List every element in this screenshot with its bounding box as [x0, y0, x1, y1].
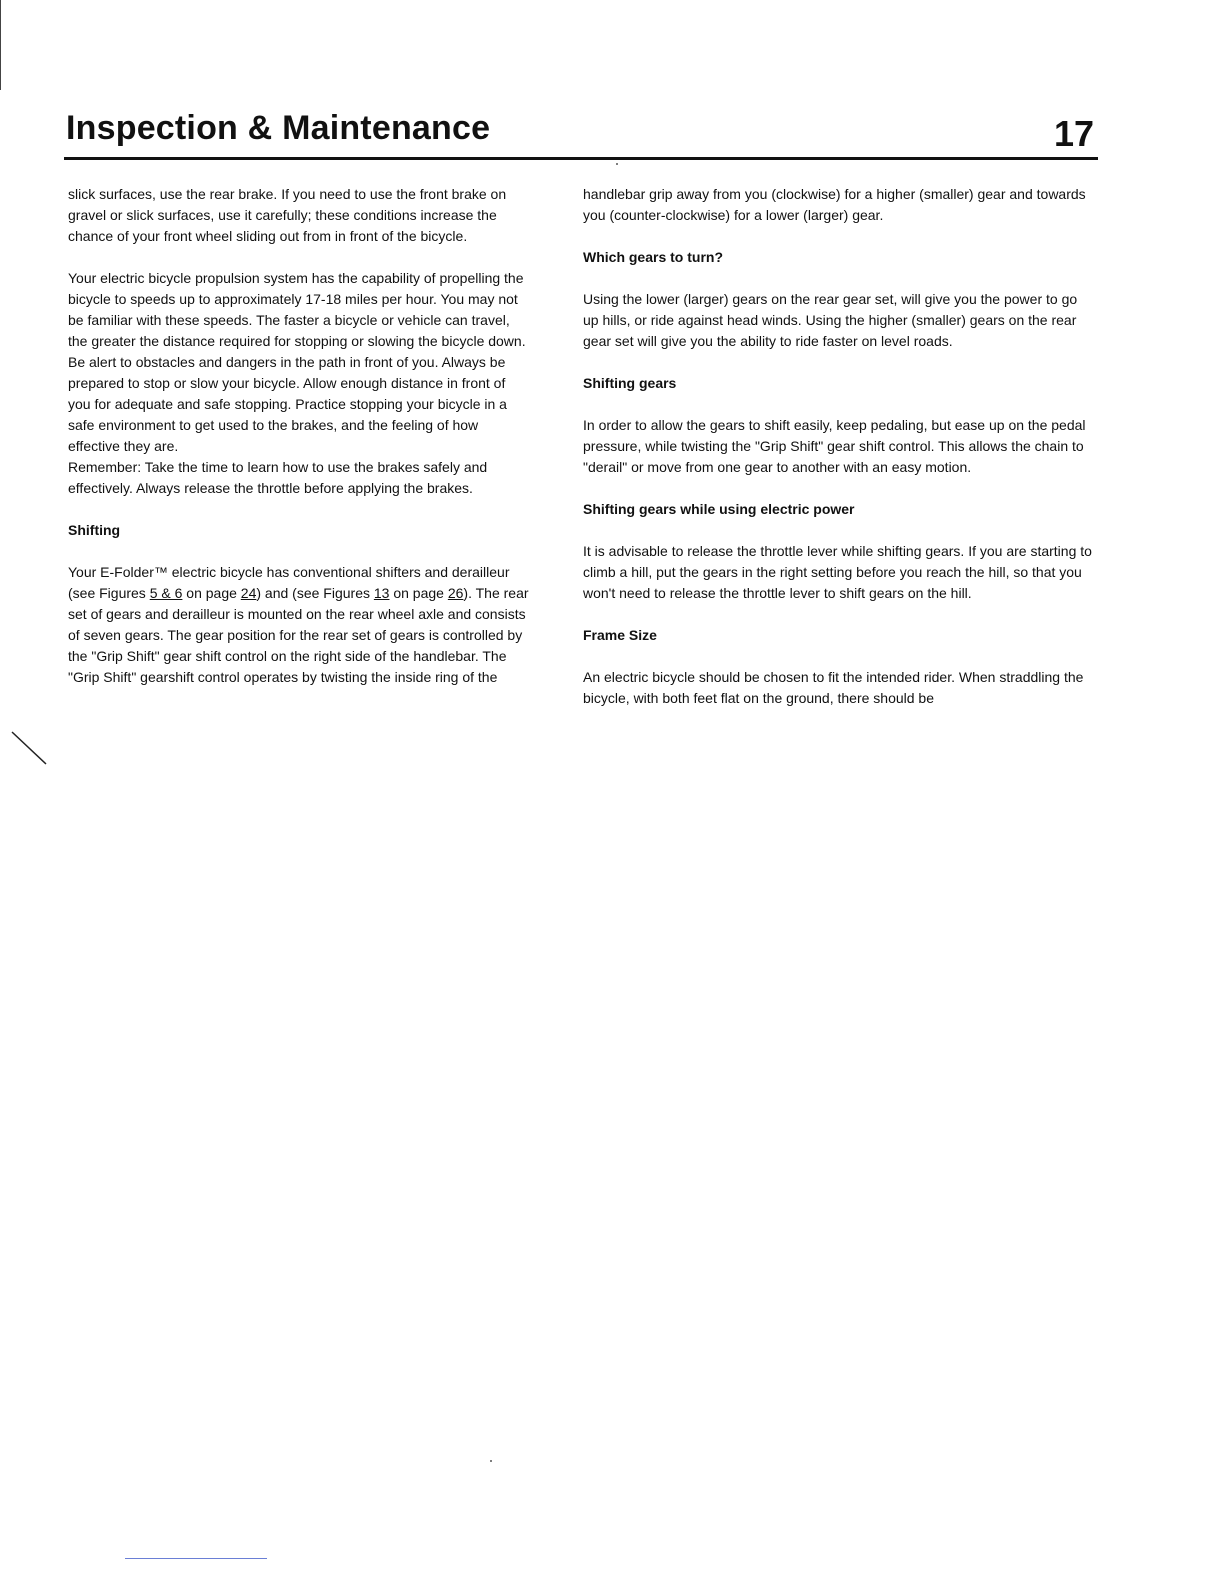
footer-rule	[125, 1558, 267, 1559]
shifting-text-e: ). The rear set of gears and derailleur is mounted on the rear wheel axle and consists of seven gears. The gear position for the rear set of gears is controlled by the "Grip Shift" gear shift control on the right side of the handlebar. The "Grip Shift" gearshift control operates by twisting the inside ring of the	[68, 585, 529, 685]
paragraph-remember-brakes: Remember: Take the time to learn how to use the brakes safely and effectively. Always release the throttle before applying the brakes.	[68, 459, 488, 496]
paragraph-throttle-shifting: It is advisable to release the throttle lever while shifting gears. If you are starting to climb a hill, put the gears in the right setting before you reach the hill, so that you won't need to release the throttle lever to shift gears on the hill.	[583, 543, 1092, 601]
shifting-text-b: on page	[182, 585, 241, 601]
header-rule	[64, 157, 1098, 160]
left-column	[68, 184, 530, 709]
paragraph-propulsion-speed: Your electric bicycle propulsion system has the capability of propelling the bicycle to speeds up to approximately 17-18 miles per hour. You may not be familiar with these speeds. The faster a bicycle or vehicle can travel, the greater the distance required for stopping or slowing the bicycle down. Be alert to obstacles and dangers in the path in front of you. Always be prepared to stop or slow your bicycle. Allow enough distance in front of you for adequate and safe stopping. Practice stopping your bicycle in a safe environment to get used to the brakes, and the feeling of how effective they are.	[68, 270, 526, 454]
page-ref-24[interactable]: 24	[240, 585, 257, 601]
paragraph-shift-easily: In order to allow the gears to shift easily, keep pedaling, but ease up on the pedal pressure, while twisting the "Grip Shift" gear shift control. This allows the chain to "derail" or move from one gear to another with an easy motion.	[583, 417, 1086, 475]
paragraph-shifters-derailleur	[68, 562, 530, 688]
heading-shifting-gears: Shifting gears	[583, 375, 677, 391]
scan-edge-line	[0, 0, 1, 90]
figure-ref-13[interactable]: 13	[373, 585, 390, 601]
paragraph-grip-direction: handlebar grip away from you (clockwise) for a higher (smaller) gear and towards you (counter-clockwise) for a lower (larger) gear.	[583, 186, 1086, 223]
heading-frame-size: Frame Size	[583, 627, 657, 643]
page-number: 17	[1053, 113, 1094, 154]
paragraph-lower-higher-gears: Using the lower (larger) gears on the rear gear set, will give you the power to go up hills, or ride against head winds. Using the higher (smaller) gears on the rear gear set will give you the ability to ride faster on level roads.	[583, 291, 1078, 349]
paragraph-front-brake: slick surfaces, use the rear brake. If you need to use the front brake on gravel or slick surfaces, use it carefully; these conditions increase the chance of your front wheel sliding out from in front of the bicycle.	[68, 186, 507, 244]
shifting-text-c: ) and (see Figures	[256, 585, 374, 601]
heading-shifting: Shifting	[68, 522, 121, 538]
heading-which-gears: Which gears to turn?	[583, 249, 723, 265]
scan-speck	[490, 1460, 492, 1462]
paragraph-frame-size: An electric bicycle should be chosen to fit the intended rider. When straddling the bicycle, with both feet flat on the ground, there should be	[583, 669, 1084, 706]
shifting-text-a: Your E-Folder™ electric bicycle has conventional shifters and derailleur (see Figures	[68, 564, 510, 601]
page-title: Inspection & Maintenance	[66, 109, 491, 147]
heading-shifting-electric: Shifting gears while using electric power	[583, 501, 855, 517]
right-column	[583, 184, 1095, 730]
shifting-text-d: on page	[389, 585, 448, 601]
margin-pen-mark	[10, 730, 50, 770]
scan-speck	[616, 163, 618, 165]
figure-ref-5-6[interactable]: 5 & 6	[149, 585, 183, 601]
page-ref-26[interactable]: 26	[447, 585, 464, 601]
